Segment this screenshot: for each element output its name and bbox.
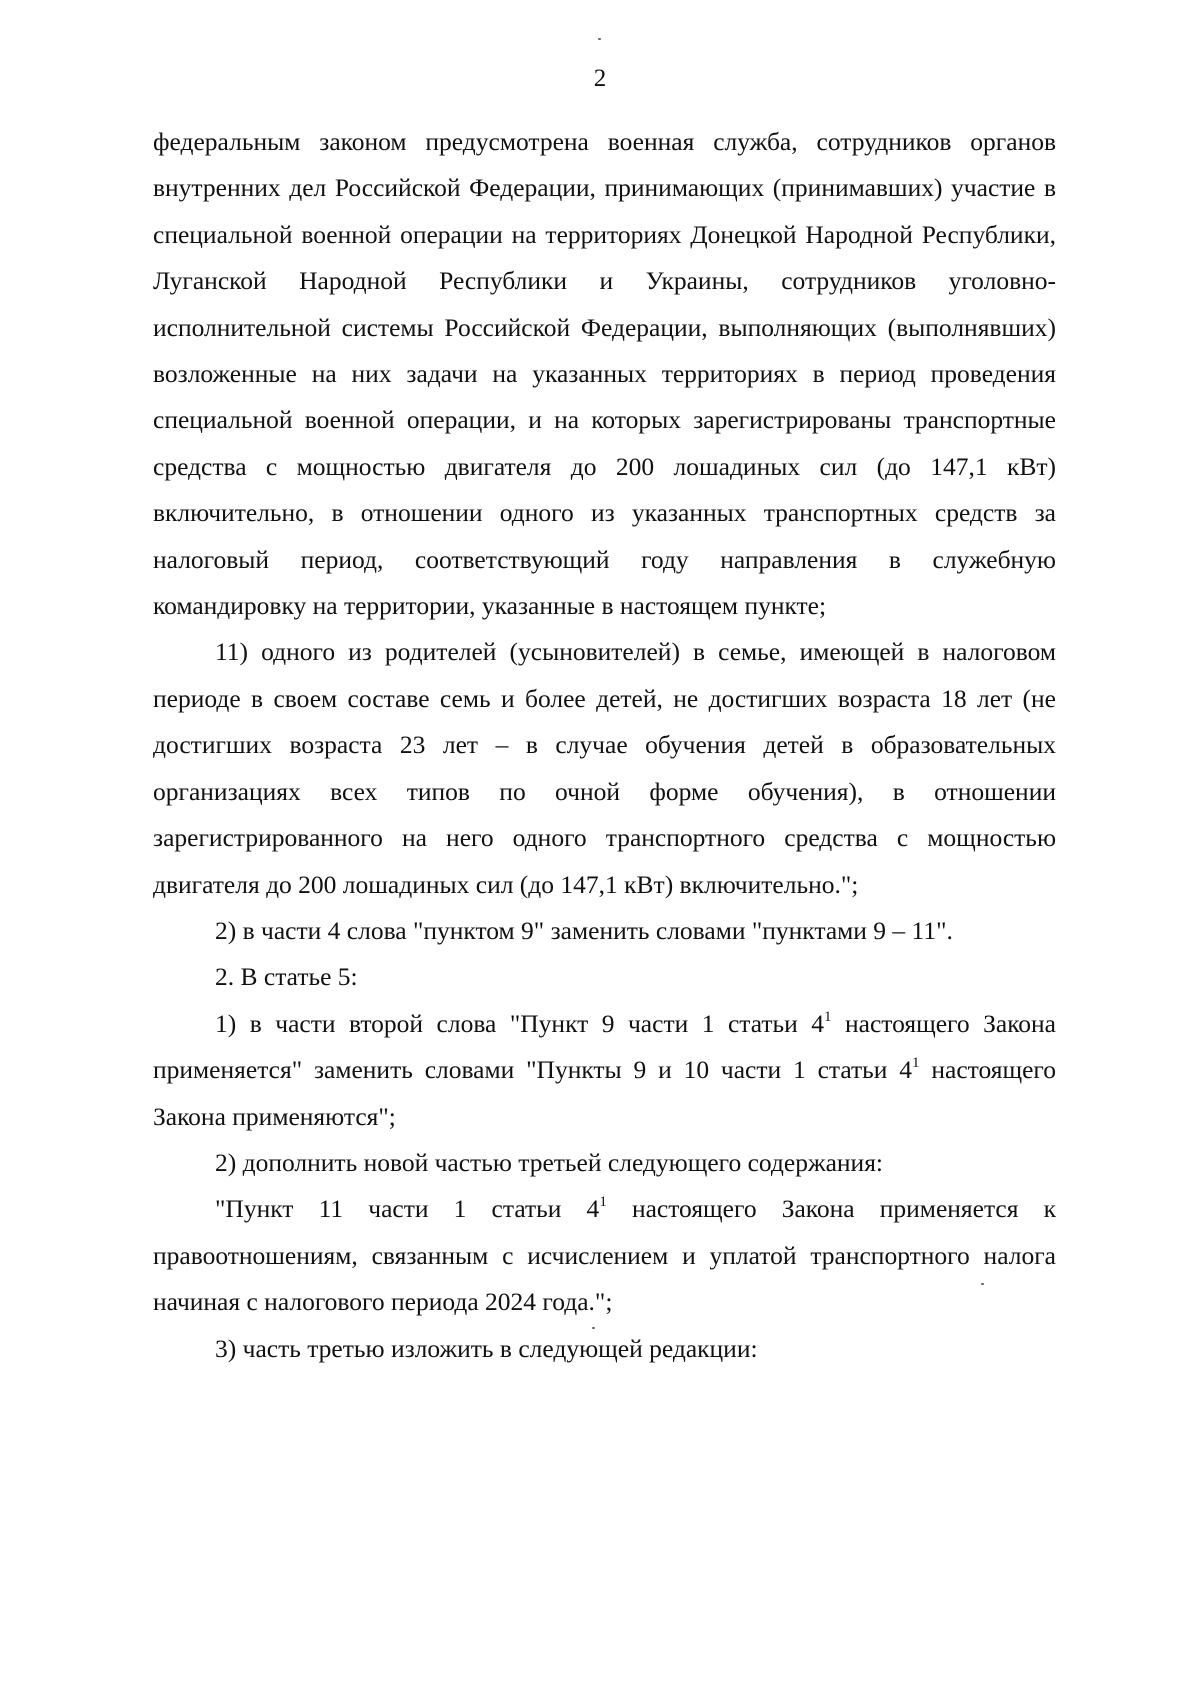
page-number: 2 bbox=[593, 65, 607, 92]
superscript: 1 bbox=[912, 1055, 920, 1072]
superscript: 1 bbox=[824, 1008, 832, 1025]
paragraph-item-11: 11) одного из родителей (усыновителей) в семье, имеющей в налоговом периоде в своем составе семь и более детей, не достигших возраста 18 лет (не достигших возраста 23 лет – в случае обучения детей в образовательных организациях всех типов по очной форме обучения), в отношении зарегистрированного на него одного транспортного средства с мощностью двигателя до 200 лошадиных сил (до 147,1 кВт) включительно."; bbox=[153, 637, 1056, 899]
scan-speck bbox=[598, 38, 601, 40]
text-fragment: "Пункт 11 части 1 статьи 4 bbox=[215, 1194, 600, 1224]
paragraph-continuation: федеральным законом предусмотрена военная служба, сотрудников органов внутренних дел Российской Федерации, принимающих (принимавших) участие в специальной военной операции на территориях Донецкой Народной Республики, Луганской Народной Республики и Украины, сотрудников уголовно-исполнительной системы Российской Федерации, выполняющих (выполнявших) возложенные на них задачи на указанных территориях в период проведения специальной военной операции, и на которых зарегистрированы транспортные средства с мощностью двигателя до 200 лошадиных сил (до 147,1 кВт) включительно, в отношении одного из указанных транспортных средств за налоговый период, соответствующий году направления в служебную командировку на территории, указанные в настоящем пункте; bbox=[153, 127, 1056, 621]
paragraph-part-4-amendment: 2) в части 4 слова "пунктом 9" заменить словами "пунктами 9 – 11". bbox=[215, 915, 953, 945]
text-fragment: настоящего Закона применяется" заменить словами "Пункты 9 и 10 части 1 статьи 4 bbox=[153, 1008, 1057, 1085]
text-fragment: 1) в части второй слова "Пункт 9 части 1 статьи 4 bbox=[215, 1008, 825, 1038]
text-fragment: настоящего Закона применяются"; bbox=[153, 1055, 1056, 1131]
paragraph-article-5-item-1 bbox=[153, 1001, 1056, 1140]
scan-speck bbox=[592, 1327, 595, 1329]
paragraph-quoted-new-part bbox=[153, 1186, 1056, 1325]
document-body bbox=[153, 119, 1056, 1372]
paragraph-article-5-heading: 2. В статье 5: bbox=[215, 962, 358, 992]
scan-speck bbox=[981, 1283, 984, 1285]
paragraph-article-5-item-2: 2) дополнить новой частью третьей следующего содержания: bbox=[215, 1147, 884, 1177]
text-fragment: настоящего Закона применяется к правоотношениям, связанным с исчислением и уплатой транспортного налога начиная с налогового периода 2024 года."; bbox=[153, 1194, 1056, 1317]
superscript: 1 bbox=[599, 1194, 607, 1211]
paragraph-article-5-item-3: 3) часть третью изложить в следующей редакции: bbox=[215, 1333, 758, 1363]
